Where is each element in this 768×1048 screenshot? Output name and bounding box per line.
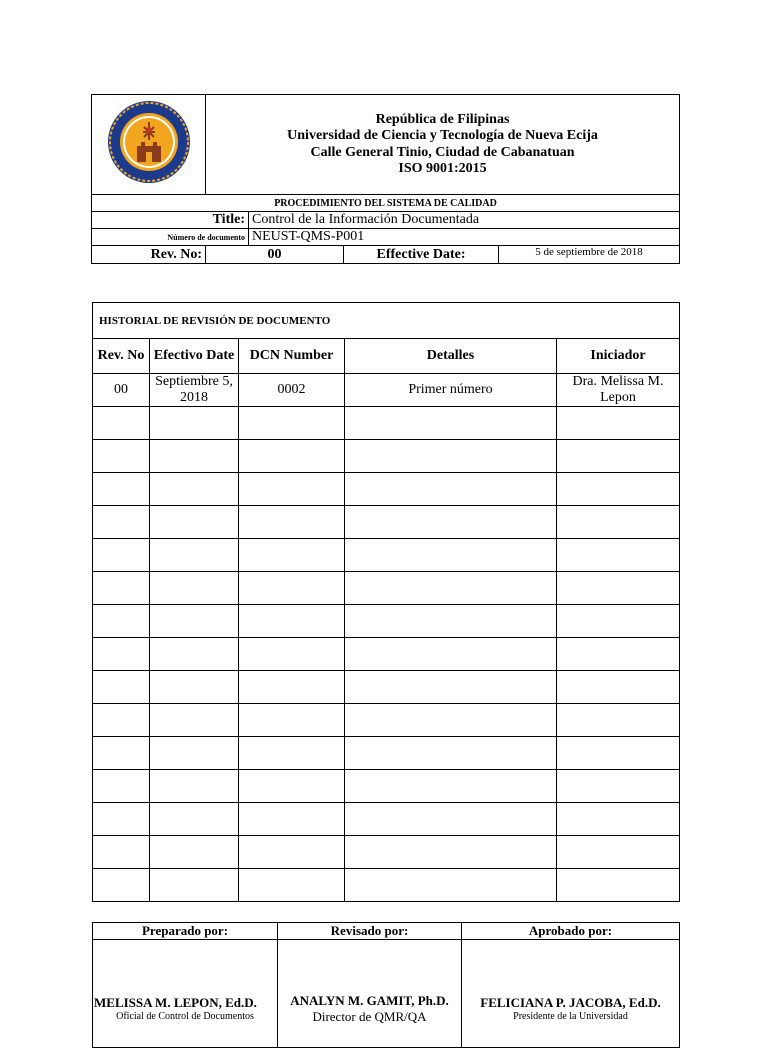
table-cell bbox=[93, 737, 150, 770]
approved-by-signature bbox=[462, 940, 680, 1048]
table-cell bbox=[93, 440, 150, 473]
table-cell bbox=[345, 440, 557, 473]
table-cell bbox=[345, 605, 557, 638]
procedure-title: PROCEDIMIENTO DEL SISTEMA DE CALIDAD bbox=[92, 195, 680, 212]
table-row bbox=[93, 671, 680, 704]
table-cell bbox=[239, 638, 345, 671]
table-cell bbox=[239, 869, 345, 902]
table-row bbox=[93, 737, 680, 770]
table-cell bbox=[557, 506, 680, 539]
table-cell bbox=[150, 869, 239, 902]
table-cell bbox=[150, 539, 239, 572]
table-row bbox=[93, 836, 680, 869]
table-cell bbox=[557, 407, 680, 440]
table-cell bbox=[557, 539, 680, 572]
effective-date-label: Effective Date: bbox=[344, 246, 499, 264]
table-row bbox=[93, 440, 680, 473]
table-cell bbox=[557, 473, 680, 506]
country-name: República de Filipinas bbox=[375, 111, 510, 127]
preparer-title: Oficial de Control de Documentos bbox=[116, 1011, 254, 1022]
column-header: Iniciador bbox=[557, 339, 680, 374]
table-row bbox=[93, 770, 680, 803]
table-row bbox=[93, 407, 680, 440]
title-value: Control de la Información Documentada bbox=[249, 212, 680, 229]
table-cell bbox=[93, 638, 150, 671]
reviewed-by-label: Revisado por: bbox=[278, 923, 462, 940]
table-cell: 00 bbox=[93, 374, 150, 407]
reviewer-title: Director de QMR/QA bbox=[312, 1008, 427, 1024]
table-cell bbox=[557, 803, 680, 836]
table-row bbox=[93, 572, 680, 605]
university-seal-icon bbox=[107, 100, 191, 184]
table-cell bbox=[345, 572, 557, 605]
table-row bbox=[93, 605, 680, 638]
table-row bbox=[93, 506, 680, 539]
table-cell bbox=[150, 671, 239, 704]
table-cell bbox=[345, 803, 557, 836]
table-cell bbox=[345, 869, 557, 902]
table-row bbox=[93, 869, 680, 902]
table-cell bbox=[150, 638, 239, 671]
history-title: HISTORIAL DE REVISIÓN DE DOCUMENTO bbox=[93, 303, 680, 339]
table-cell bbox=[345, 638, 557, 671]
table-cell bbox=[239, 737, 345, 770]
table-cell bbox=[150, 407, 239, 440]
rev-no-label: Rev. No: bbox=[92, 246, 206, 264]
table-cell bbox=[150, 440, 239, 473]
table-row bbox=[93, 704, 680, 737]
column-header: Efectivo Date bbox=[150, 339, 239, 374]
approval-table bbox=[92, 922, 680, 1048]
table-cell bbox=[150, 737, 239, 770]
table-cell bbox=[239, 473, 345, 506]
table-cell bbox=[557, 836, 680, 869]
table-row bbox=[93, 638, 680, 671]
table-cell bbox=[150, 704, 239, 737]
university-address: Calle General Tinio, Ciudad de Cabanatuan bbox=[310, 144, 575, 160]
table-row bbox=[93, 539, 680, 572]
approved-by-label: Aprobado por: bbox=[462, 923, 680, 940]
table-cell bbox=[557, 737, 680, 770]
reviewer-name: ANALYN M. GAMIT, Ph.D. bbox=[290, 992, 449, 1008]
table-cell bbox=[239, 770, 345, 803]
table-cell bbox=[93, 539, 150, 572]
table-cell bbox=[345, 473, 557, 506]
table-cell bbox=[557, 605, 680, 638]
rev-no-value: 00 bbox=[206, 246, 344, 264]
column-header: Detalles bbox=[345, 339, 557, 374]
table-cell bbox=[345, 671, 557, 704]
table-cell bbox=[239, 572, 345, 605]
approver-title: Presidente de la Universidad bbox=[513, 1011, 628, 1022]
table-cell bbox=[557, 572, 680, 605]
table-cell bbox=[150, 605, 239, 638]
table-cell bbox=[93, 869, 150, 902]
preparer-name: MELISSA M. LEPON, Ed.D. bbox=[94, 995, 257, 1010]
revision-history-table bbox=[92, 302, 680, 902]
table-cell bbox=[93, 605, 150, 638]
title-label: Title: bbox=[92, 212, 249, 229]
table-cell bbox=[150, 473, 239, 506]
institution-block bbox=[206, 95, 680, 195]
prepared-by-signature bbox=[93, 940, 278, 1048]
approver-name: FELICIANA P. JACOBA, Ed.D. bbox=[480, 995, 661, 1010]
table-cell bbox=[93, 473, 150, 506]
table-cell bbox=[239, 836, 345, 869]
column-header: Rev. No bbox=[93, 339, 150, 374]
table-cell bbox=[93, 407, 150, 440]
table-cell bbox=[239, 803, 345, 836]
table-cell bbox=[345, 704, 557, 737]
table-cell bbox=[557, 671, 680, 704]
table-cell bbox=[150, 770, 239, 803]
table-cell: 0002 bbox=[239, 374, 345, 407]
table-cell: Septiembre 5, 2018 bbox=[150, 374, 239, 407]
table-cell bbox=[93, 803, 150, 836]
table-cell bbox=[239, 704, 345, 737]
table-row bbox=[93, 803, 680, 836]
iso-standard: ISO 9001:2015 bbox=[398, 161, 487, 176]
table-cell bbox=[239, 407, 345, 440]
table-cell bbox=[93, 506, 150, 539]
column-header: DCN Number bbox=[239, 339, 345, 374]
table-cell bbox=[93, 671, 150, 704]
table-cell bbox=[345, 836, 557, 869]
table-cell: Primer número bbox=[345, 374, 557, 407]
table-cell bbox=[239, 506, 345, 539]
table-cell bbox=[345, 407, 557, 440]
table-cell bbox=[239, 671, 345, 704]
document-number-label: Número de documento bbox=[92, 229, 249, 246]
table-cell bbox=[150, 803, 239, 836]
table-row bbox=[93, 473, 680, 506]
university-name: Universidad de Ciencia y Tecnología de Nueva Ecija bbox=[287, 128, 598, 143]
table-cell bbox=[345, 737, 557, 770]
table-cell bbox=[93, 836, 150, 869]
table-cell bbox=[93, 704, 150, 737]
table-cell bbox=[557, 770, 680, 803]
table-cell bbox=[150, 836, 239, 869]
table-cell bbox=[345, 770, 557, 803]
document-header bbox=[91, 94, 680, 264]
table-cell bbox=[557, 638, 680, 671]
effective-date-value: 5 de septiembre de 2018 bbox=[499, 246, 680, 264]
table-cell bbox=[150, 572, 239, 605]
table-cell: Dra. Melissa M. Lepon bbox=[557, 374, 680, 407]
table-cell bbox=[557, 704, 680, 737]
logo-cell bbox=[92, 95, 206, 195]
table-cell bbox=[345, 539, 557, 572]
document-number-value: NEUST-QMS-P001 bbox=[249, 229, 680, 246]
history-header-row bbox=[93, 339, 680, 374]
table-row bbox=[93, 374, 680, 407]
table-cell bbox=[239, 539, 345, 572]
table-cell bbox=[345, 506, 557, 539]
table-cell bbox=[239, 605, 345, 638]
reviewed-by-signature bbox=[278, 940, 462, 1048]
table-cell bbox=[150, 506, 239, 539]
prepared-by-label: Preparado por: bbox=[93, 923, 278, 940]
table-cell bbox=[93, 770, 150, 803]
table-cell bbox=[239, 440, 345, 473]
table-cell bbox=[557, 869, 680, 902]
table-cell bbox=[557, 440, 680, 473]
table-cell bbox=[93, 572, 150, 605]
